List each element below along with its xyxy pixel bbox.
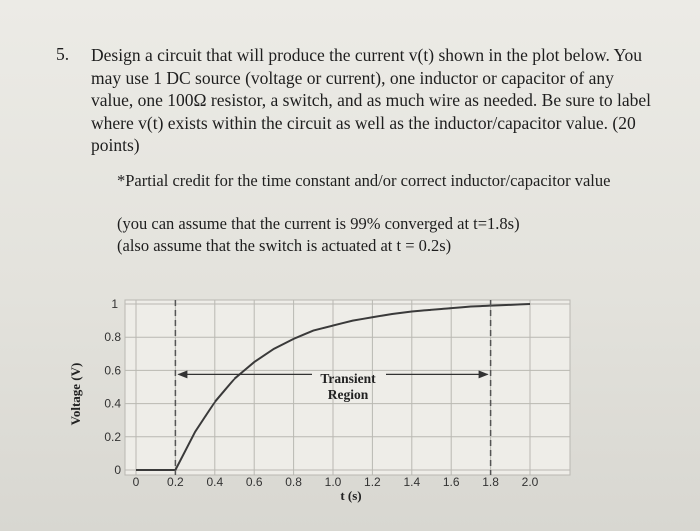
x-tick-label: 0.6	[245, 475, 263, 489]
problem-number: 5.	[56, 44, 70, 64]
problem-line: value, one 100Ω resistor, a switch, and as much wire as needed. Be sure to label	[91, 90, 651, 110]
x-tick-label: 0.2	[167, 475, 184, 489]
x-tick-label: 0	[132, 475, 140, 489]
transient-region-label: Region	[327, 387, 369, 402]
x-tick-label: 1.0	[324, 475, 342, 489]
x-tick-label: 2.0	[521, 475, 539, 489]
y-tick-label: 0	[114, 463, 121, 477]
x-tick-label: 1.8	[482, 475, 499, 489]
y-axis-label: Voltage (V)	[68, 362, 83, 426]
switch-assumption: (also assume that the switch is actuated at t = 0.2s)	[117, 236, 452, 255]
y-tick-label: 0.6	[104, 363, 121, 378]
problem-line: Design a circuit that will produce the current v(t) shown in the plot below. You	[91, 45, 642, 65]
x-tick-label: 0.8	[285, 475, 302, 489]
problem-line: where v(t) exists within the circuit as well as the inductor/capacitor value. (20	[91, 112, 636, 133]
y-tick-label: 0.8	[104, 330, 121, 345]
partial-credit-note: *Partial credit for the time constant and/or correct inductor/capacitor value	[117, 171, 611, 190]
problem-line: may use 1 DC source (voltage or current), one inductor or capacitor of any	[91, 67, 614, 88]
x-tick-label: 1.2	[364, 475, 381, 489]
problem-line: points)	[91, 135, 140, 155]
transient-region-label: Transient	[320, 371, 376, 386]
x-axis-label: t (s)	[340, 488, 362, 503]
x-tick-label: 1.6	[442, 475, 460, 489]
y-tick-label: 1	[111, 297, 118, 311]
y-tick-label: 0.2	[104, 429, 121, 444]
y-tick-label: 0.4	[104, 396, 121, 411]
convergence-assumption: (you can assume that the current is 99% converged at t=1.8s)	[117, 214, 520, 233]
x-tick-label: 1.4	[403, 475, 421, 489]
x-tick-label: 0.4	[206, 475, 224, 489]
